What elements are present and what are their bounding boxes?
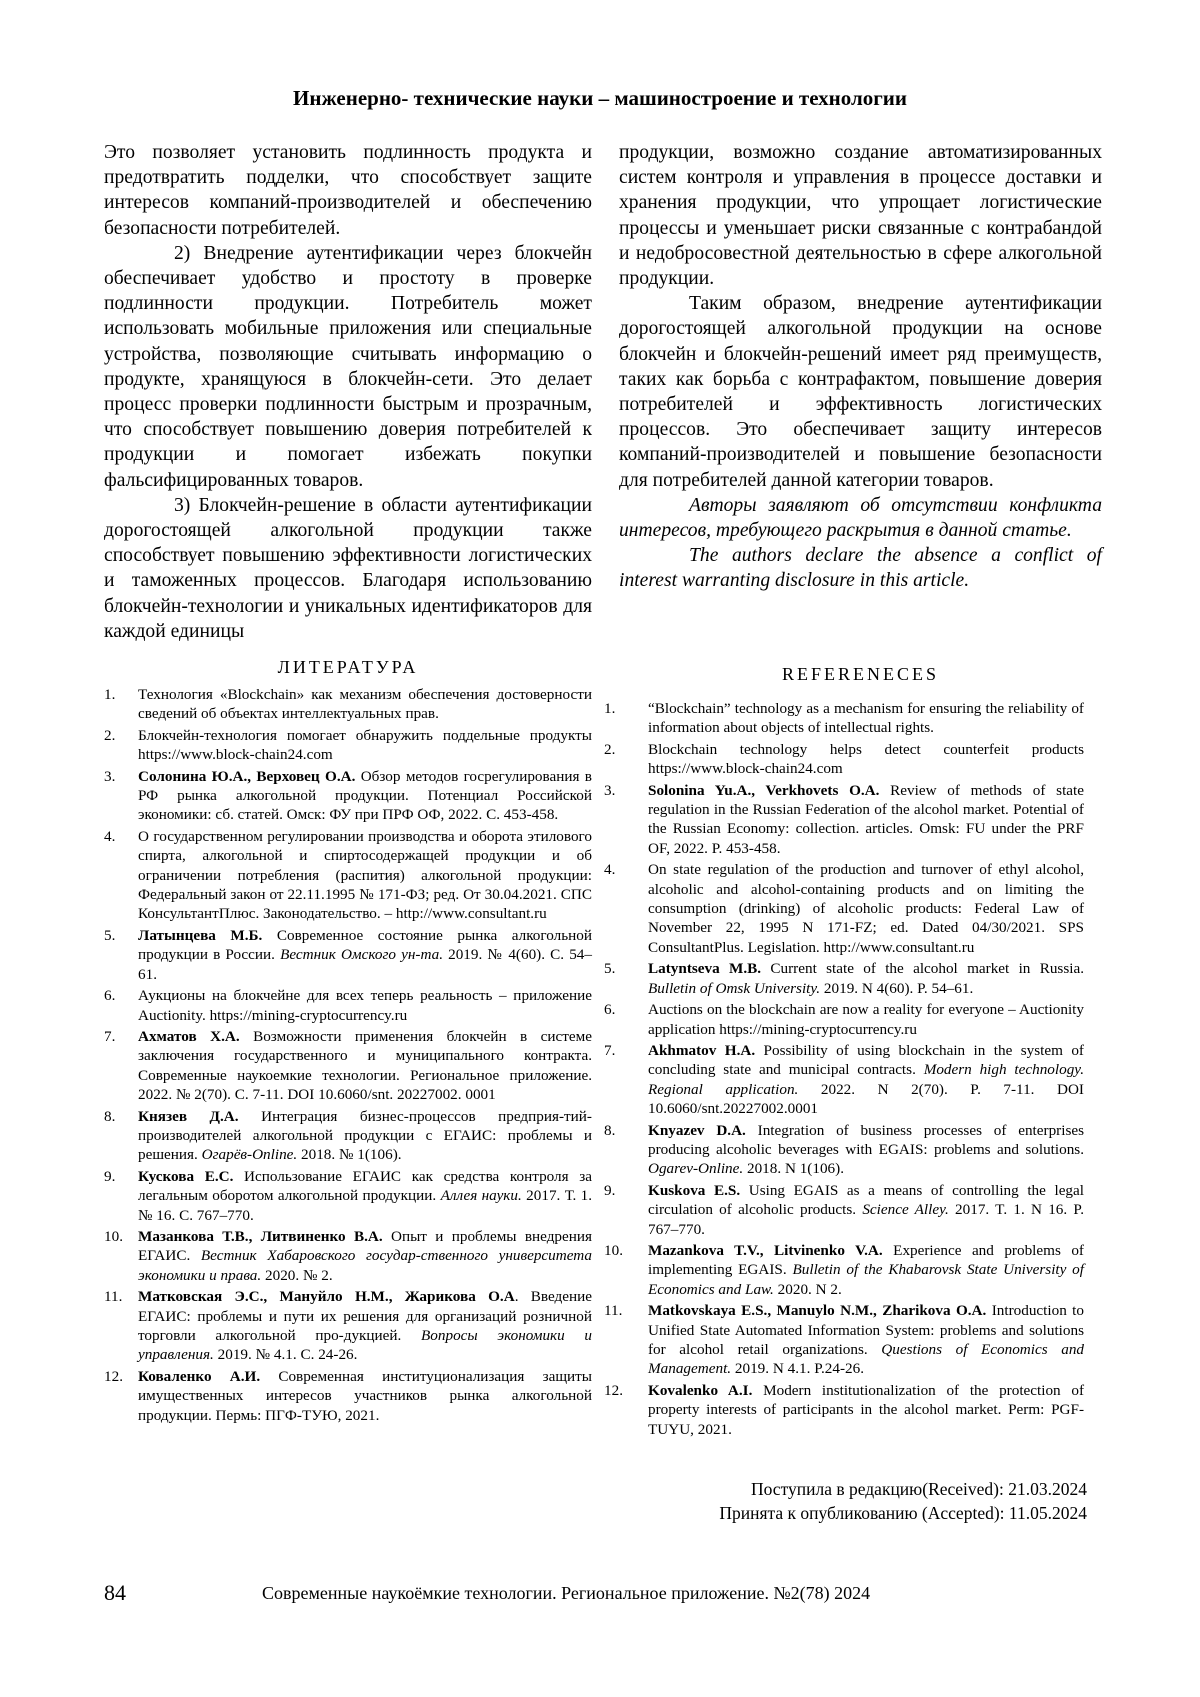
reference-text bbox=[648, 1181, 1084, 1239]
reference-body: Possibility of using blockchain in the system of concluding state and municipal contracts. bbox=[648, 1041, 1084, 1079]
reference-journal: Modern high technology. Regional application. bbox=[648, 1061, 1084, 1098]
reference-journal: Science Alley. bbox=[862, 1201, 949, 1219]
reference-body: “Blockchain” technology as a mechanism for ensuring the reliability of information about objects of intellectual rights. bbox=[648, 700, 1084, 737]
reference-text bbox=[138, 926, 592, 984]
reference-authors: Латынцева М.Б. bbox=[138, 926, 263, 944]
reference-authors: Akhmatov H.A. bbox=[648, 1041, 756, 1059]
reference-body: Current state of the alcohol market in Russia. bbox=[761, 960, 1084, 978]
references-title: REFERENECES bbox=[781, 664, 939, 684]
reference-text bbox=[648, 781, 1084, 859]
left-column-text bbox=[104, 140, 592, 644]
reference-item bbox=[604, 860, 1084, 957]
reference-journal: Ogarev-Online. bbox=[648, 1160, 744, 1178]
reference-body: Использование ЕГАИС как средства контроля за легальным оборотом алкогольной продукции. bbox=[138, 1167, 592, 1205]
reference-item bbox=[604, 1381, 1084, 1439]
reference-body: Integration of business processes of enterprises producing alcoholic beverages with EGAIS: problems and solutions. bbox=[648, 1121, 1085, 1158]
conflict-statement-ru: Авторы заявляют об отсутствии конфликта интересов, требующего раскрытия в данной статье. bbox=[619, 494, 1102, 542]
reference-text bbox=[138, 1027, 592, 1105]
reference-journal: Questions of Economics and Management. bbox=[648, 1341, 1085, 1378]
reference-number: 1. bbox=[604, 700, 616, 717]
reference-number: 6. bbox=[604, 1001, 616, 1019]
reference-authors: Latyntseva M.B. bbox=[648, 960, 762, 978]
reference-item bbox=[104, 1167, 592, 1225]
reference-item bbox=[104, 1027, 592, 1105]
reference-text bbox=[138, 986, 592, 1025]
reference-body: Experience and problems of implementing EGAIS. bbox=[648, 1241, 1084, 1279]
reference-text bbox=[138, 685, 592, 724]
reference-authors: Kuskova E.S. bbox=[648, 1181, 741, 1199]
reference-item bbox=[104, 1287, 592, 1365]
reference-text bbox=[648, 1241, 1084, 1299]
reference-number: 7. bbox=[604, 1041, 616, 1059]
reference-journal: Bulletin of the Khabarovsk State University of Economics and Law. bbox=[648, 1261, 1084, 1298]
reference-body: Технология «Blockchain» как механизм обеспечения достоверности сведений об объектах интеллектуальных прав. bbox=[138, 686, 592, 723]
reference-journal: Вопросы экономики и управления. bbox=[138, 1327, 593, 1364]
reference-tail: 2020. № 2. bbox=[261, 1266, 333, 1284]
reference-number: 9. bbox=[104, 1167, 116, 1185]
reference-text bbox=[138, 1107, 592, 1165]
reference-text bbox=[138, 1227, 592, 1285]
reference-authors: Knyazev D.A. bbox=[648, 1121, 746, 1139]
reference-item bbox=[604, 1121, 1084, 1179]
received-date: Поступила в редакцию(Received): 21.03.2024 bbox=[750, 1479, 1087, 1499]
reference-body: Auctions on the blockchain are now a reality for everyone – Auctionity application https://mining-cryptocurrency.ru bbox=[648, 1001, 1084, 1038]
journal-name: Современные наукоёмкие технологии. Региональное приложение. №2(78) 2024 bbox=[262, 1583, 871, 1603]
reference-authors: Мазанкова Т.В., Литвиненко В.А. bbox=[138, 1227, 383, 1245]
right-column-text bbox=[619, 140, 1102, 594]
reference-journal: Вестник Хабаровского государ-ственного университета экономики и права. bbox=[138, 1247, 593, 1284]
reference-body: Современное состояние рынка алкогольной продукции в России. bbox=[138, 926, 592, 964]
accepted-date: Принята к опубликованию (Accepted): 11.05.2024 bbox=[719, 1503, 1087, 1523]
page-number: 84 bbox=[104, 1580, 126, 1605]
reference-item bbox=[104, 986, 592, 1025]
reference-body: Review of methods of state regulation in the Russian Federation of the alcohol market. Potential of the Russian Economy: collection. articles. Omsk: FU under the PRF OF, 2022. P. 453-458. bbox=[648, 781, 1084, 857]
reference-number: 9. bbox=[604, 1181, 616, 1199]
reference-body: Using EGAIS as a means of controlling the legal circulation of alcoholic products. bbox=[648, 1181, 1084, 1219]
article-dates bbox=[719, 1477, 1087, 1525]
conflict-statement-en: The authors declare the absence a conflict of interest warranting disclosure in this article. bbox=[619, 545, 1102, 592]
reference-item bbox=[604, 1301, 1084, 1379]
reference-number: 11. bbox=[104, 1288, 123, 1306]
reference-number: 6. bbox=[104, 987, 116, 1005]
reference-body: Modern institutionalization of the protection of property interests of participants in the alcohol market. Perm: PGF-TUYU, 2021. bbox=[648, 1381, 1085, 1438]
reference-text bbox=[648, 1381, 1084, 1439]
body-paragraph: Это позволяет установить подлинность продукта и предотвратить подделки, что способствует защите интересов компаний-производителей и обеспечению безопасности потребителей. bbox=[104, 142, 592, 239]
reference-number: 10. bbox=[104, 1227, 123, 1245]
reference-authors: Matkovskaya E.S., Manuylo N.M., Zharikova O.A. bbox=[648, 1302, 987, 1320]
reference-tail: 2020. N 2. bbox=[773, 1280, 842, 1298]
reference-number: 2. bbox=[104, 726, 116, 744]
reference-tail: 2017. Т. 1. № 16. С. 767–770. bbox=[138, 1187, 592, 1224]
reference-body: Аукционы на блокчейне для всех теперь реальность – приложение Auctionity. https://mining-cryptocurrency.ru bbox=[138, 987, 592, 1024]
reference-authors: Матковская Э.С., Мануйло Н.М., Жарикова О.А bbox=[138, 1288, 515, 1306]
reference-item bbox=[604, 740, 1084, 779]
body-paragraph: 2) Внедрение аутентификации через блокчейн обеспечивает удобство и простоту в проверке подлинности продукции. Потребитель может использовать мобильные приложения или специальные устройства, позволяющие считывать информацию о продукте, хранящуюся в блокчейн-сети. Это делает процесс проверки подлинности быстрым и прозрачным, что способствует повышению доверия потребителей к продукции и помогает избежать покупки фальсифицированных товаров. bbox=[104, 242, 592, 491]
reference-tail: 2022. N 2(70). P. 7-11. DOI 10.6060/snt.20227002.0001 bbox=[648, 1080, 1084, 1118]
reference-item bbox=[104, 1227, 592, 1285]
body-paragraph: Таким образом, внедрение аутентификации дорогостоящей алкогольной продукции на основе блокчейн и блокчейн-решений имеет ряд преимуществ, таких как борьба с контрафактом, повышение доверия потребителей и эффективность логистических процессов. Это обеспечивает защиту интересов компаний-производителей и повышение безопасности для потребителей данной категории товаров. bbox=[619, 293, 1102, 491]
reference-journal: Вестник Омского ун-та. bbox=[280, 946, 443, 964]
reference-item bbox=[104, 767, 592, 825]
reference-item bbox=[104, 685, 592, 724]
reference-number: 2. bbox=[604, 740, 616, 758]
reference-item bbox=[104, 1367, 592, 1425]
reference-item bbox=[604, 1181, 1084, 1239]
reference-number: 8. bbox=[604, 1121, 616, 1139]
reference-item bbox=[104, 926, 592, 984]
running-header: Инженерно- технические науки – машиностроение и технологии bbox=[293, 86, 907, 110]
reference-number: 4. bbox=[104, 827, 116, 845]
reference-body: Современная институционализация защиты имущественных интересов участников рынка алкогольной продукции. Пермь: ПГФ-ТУЮ, 2021. bbox=[138, 1367, 592, 1424]
reference-text bbox=[138, 1287, 592, 1365]
reference-number: 5. bbox=[104, 926, 116, 944]
references-list bbox=[604, 699, 1084, 1441]
reference-item bbox=[604, 1241, 1084, 1299]
reference-item bbox=[104, 1107, 592, 1165]
reference-body: О государственном регулировании производства и оборота этилового спирта, алкогольной и спиртосодержащей продукции и об ограничении потребления (распития) алкогольной продукции: Федеральный закон от 22.11.1995 № 171-ФЗ; ред. От 30.04.2021. СПС КонсультантПлюс. Законодательство. – http://www.consultant.ru bbox=[138, 827, 592, 923]
reference-item bbox=[604, 1000, 1084, 1039]
reference-authors: Mazankova T.V., Litvinenko V.A. bbox=[648, 1241, 883, 1259]
reference-text bbox=[138, 1367, 592, 1425]
reference-item bbox=[604, 781, 1084, 859]
reference-number: 4. bbox=[604, 861, 616, 879]
reference-item bbox=[104, 726, 592, 765]
reference-tail: 2019. № 4(60). С. 54–61. bbox=[138, 946, 592, 983]
reference-text bbox=[648, 1301, 1084, 1379]
reference-body: Обзор методов госрегулирования в РФ рынка алкогольной продукции. Потенциал Российской экономики: сб. статей. Омск: ФУ при ПРФ ОФ, 2022. С. 453-458. bbox=[138, 767, 592, 824]
reference-text bbox=[138, 726, 592, 765]
reference-authors: Кускова Е.С. bbox=[138, 1167, 234, 1185]
reference-tail: 2017. T. 1. N 16. P. 767–770. bbox=[648, 1201, 1084, 1238]
reference-number: 8. bbox=[104, 1107, 116, 1125]
reference-body: Опыт и проблемы внедрения ЕГАИС. bbox=[138, 1227, 592, 1265]
reference-number: 11. bbox=[604, 1302, 623, 1320]
reference-number: 5. bbox=[604, 960, 616, 978]
reference-number: 3. bbox=[104, 767, 116, 785]
reference-authors: Ахматов Х.А. bbox=[138, 1027, 240, 1045]
reference-tail: 2019. № 4.1. С. 24-26. bbox=[213, 1346, 358, 1364]
reference-text bbox=[648, 959, 1084, 998]
reference-tail: 2018. N 1(106). bbox=[743, 1160, 845, 1178]
reference-body: Интеграция бизнес-процессов предприя-тий-производителей алкогольной продукции с ЕГАИС: проблемы и решения. bbox=[138, 1107, 592, 1164]
reference-journal: Bulletin of Omsk University. bbox=[648, 979, 821, 997]
reference-authors: Князев Д.А. bbox=[138, 1107, 239, 1125]
reference-authors: Solonina Yu.A., Verkhovets O.A. bbox=[648, 781, 880, 799]
reference-number: 12. bbox=[104, 1367, 123, 1385]
reference-tail: 2019. N 4.1. P.24-26. bbox=[731, 1360, 864, 1378]
reference-text bbox=[648, 1121, 1084, 1179]
reference-item bbox=[604, 959, 1084, 998]
body-paragraph: 3) Блокчейн-решение в области аутентификации дорогостоящей алкогольной продукции также способствует повышению эффективности логистических и таможенных процессов. Благодаря использованию блокчейн-технологии и уникальных идентификаторов для каждой единицы bbox=[104, 494, 592, 642]
reference-text bbox=[648, 740, 1084, 779]
reference-number: 12. bbox=[604, 1381, 623, 1399]
reference-body: On state regulation of the production and turnover of ethyl alcohol, alcoholic and alcohol-containing products and on limiting the consumption (drinking) of alcoholic products: Federal Law of November 22, 1995 N 171-FZ; ed. Dated 04/30/2021. SPS ConsultantPlus. Legislation. http://www.consultant.ru bbox=[648, 861, 1084, 956]
reference-text bbox=[648, 1041, 1084, 1119]
reference-text bbox=[138, 767, 592, 825]
reference-text bbox=[648, 860, 1084, 957]
reference-tail: 2018. № 1(106). bbox=[297, 1146, 402, 1164]
reference-number: 1. bbox=[104, 686, 116, 703]
reference-authors: Kovalenko A.I. bbox=[648, 1381, 753, 1399]
reference-body: Introduction to Unified State Automated Information System: problems and solutions for alcohol retail organizations. bbox=[648, 1302, 1084, 1358]
reference-body: . Введение ЕГАИС: проблемы и пути их решения для организаций розничной торговли алкогольной про-дукцией. bbox=[138, 1288, 593, 1344]
reference-item bbox=[104, 827, 592, 924]
reference-body: Блокчейн-технология помогает обнаружить поддельные продукты https://www.block-chain24.com bbox=[138, 726, 592, 764]
reference-number: 3. bbox=[604, 781, 616, 799]
literature-title: ЛИТЕРАТУРА bbox=[277, 657, 419, 677]
reference-item bbox=[604, 699, 1084, 738]
reference-journal: Аллея науки. bbox=[440, 1187, 522, 1205]
reference-item bbox=[604, 1041, 1084, 1119]
reference-number: 7. bbox=[104, 1027, 116, 1045]
body-paragraph: продукции, возможно создание автоматизированных систем контроля и управления в процессе доставки и хранения продукции, что упрощает логистические процессы и уменьшает риски связанные с контрабандой и недобросовестной деятельностью в сфере алкогольной продукции. bbox=[619, 142, 1102, 290]
reference-body: Blockchain technology helps detect counterfeit products https://www.block-chain24.com bbox=[648, 740, 1084, 778]
reference-text bbox=[138, 827, 592, 924]
reference-number: 10. bbox=[604, 1241, 623, 1259]
reference-text bbox=[648, 1000, 1084, 1039]
reference-authors: Коваленко А.И. bbox=[138, 1367, 261, 1385]
reference-text bbox=[138, 1167, 592, 1225]
literature-list bbox=[104, 685, 592, 1427]
reference-journal: Огарёв-Online. bbox=[201, 1146, 298, 1164]
reference-body: Возможности применения блокчейн в системе заключения государственного и муниципального контракта. Современные наукоемкие технологии. Региональное приложение. 2022. № 2(70). С. 7-11. DOI 10.6060/snt. 20227002. 0001 bbox=[138, 1027, 592, 1104]
reference-tail: 2019. N 4(60). P. 54–61. bbox=[820, 979, 974, 997]
reference-text bbox=[648, 699, 1084, 738]
reference-authors: Солонина Ю.А., Верховец О.А. bbox=[138, 767, 356, 785]
